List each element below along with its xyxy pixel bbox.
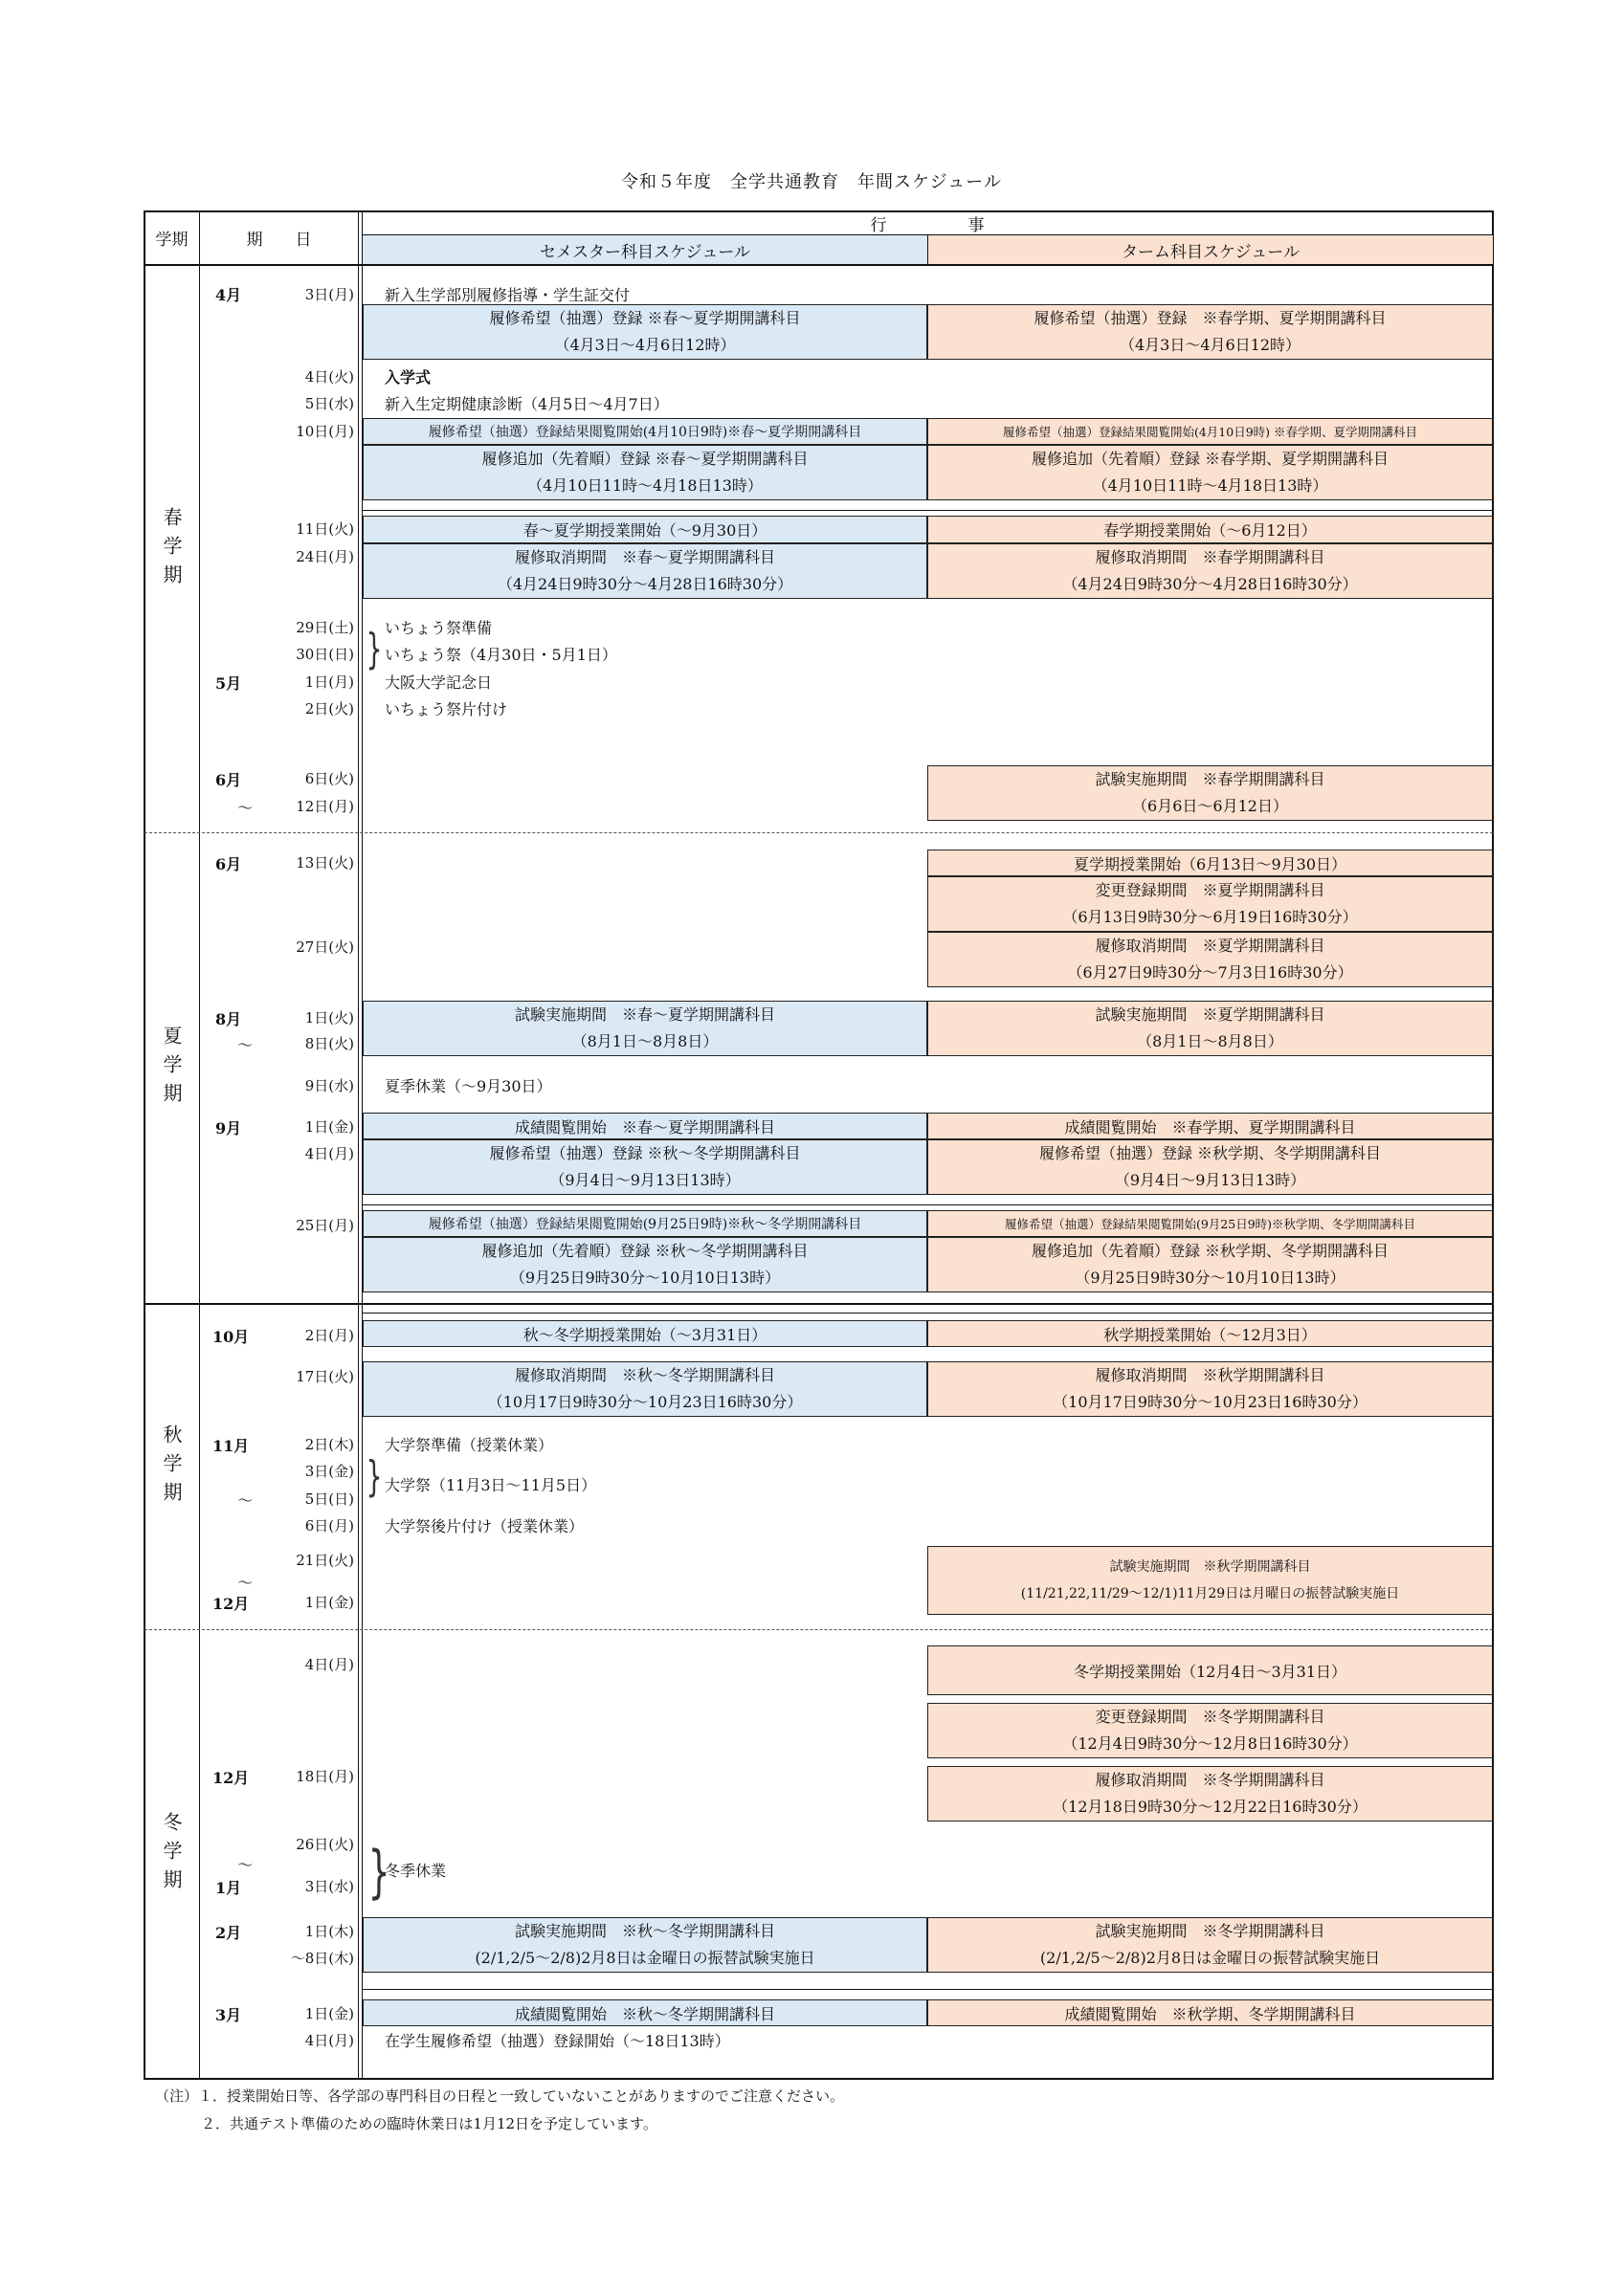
term-label-summer: 夏学期 [160,1025,183,1112]
semester-event [363,543,927,599]
event-text: 新入生定期健康診断（4月5日～4月7日） [385,395,669,413]
semester-event [363,1237,927,1292]
range-tilde: ～ [237,1856,254,1874]
footnote: ２．共通テスト準備のための臨時休業日は1月12日を予定しています。 [201,2115,657,2132]
term-event [927,1703,1493,1758]
event-line: 変更登録期間 ※冬学期開講科目 [1095,1708,1325,1726]
event-line: 試験実施期間 ※秋学期開講科目 [1109,1559,1311,1575]
term-event [927,1645,1493,1695]
event-text: 大阪大学記念日 [385,673,493,692]
event-line: （8月1日～8月8日） [1137,1032,1283,1050]
event-line: (11/21,22,11/29～12/1)11月29日は月曜日の振替試験実施日 [1020,1586,1400,1601]
day-label: 3日(金) [304,1463,354,1480]
term-event [927,418,1493,445]
day-label: 13日(火) [296,854,354,872]
term-event [927,850,1493,876]
row-divider [363,1204,1493,1205]
event-line: 試験実施期間 ※春学期開講科目 [1095,770,1325,788]
term-divider-summer-autumn [145,1303,1493,1305]
semester-event [363,1139,927,1195]
event-line: （4月10日11時～4月18日13時） [1092,476,1328,495]
day-label: ～8日(木) [290,1950,354,1967]
term-event [927,765,1493,821]
event-line: (2/1,2/5～2/8)2月8日は金曜日の振替試験実施日 [475,1949,815,1967]
day-label: 8日(火) [304,1035,354,1052]
semester-event [363,1113,927,1139]
event-line: 履修取消期間 ※秋～冬学期開講科目 [514,1366,775,1384]
event-line: （12月4日9時30分～12月8日16時30分） [1062,1734,1358,1753]
term-event [927,1237,1493,1292]
event-line: 試験実施期間 ※夏学期開講科目 [1095,1005,1325,1024]
semester-event [363,1320,927,1347]
event-text: 大学祭後片付け（授業休業） [385,1517,585,1535]
range-tilde: ～ [237,1036,254,1054]
event-line: 履修追加（先着順）登録 ※秋学期、冬学期開講科目 [1031,1242,1390,1260]
term-label-winter: 冬学期 [160,1812,183,1898]
day-label: 2日(木) [304,1436,354,1453]
event-line: （9月4日～9月13日13時） [549,1171,741,1189]
event-line: （10月17日9時30分～10月23日16時30分） [487,1393,803,1411]
day-label: 1日(月) [304,673,354,691]
event-line: 試験実施期間 ※冬学期開講科目 [1095,1922,1325,1940]
day-label: 12日(月) [296,798,354,815]
event-line: （10月17日9時30分～10月23日16時30分） [1053,1393,1367,1411]
event-line: 秋～冬学期授業開始（～3月31日） [522,1325,767,1344]
term-column-header: 学期 [155,231,189,250]
month-label: 3月 [215,2006,242,2024]
event-text: 新入生学部別履修指導・学生証交付 [385,286,631,304]
events-column-header: 行 事 [870,215,985,235]
event-line: （6月6日～6月12日） [1132,797,1288,815]
semester-event [363,445,927,500]
term-event [927,1999,1493,2026]
range-tilde: ～ [237,1574,254,1592]
range-tilde: ～ [237,799,254,817]
footnote: （注）１．授業開始日等、各学部の専門科目の日程と一致していないことがありますのでご注意ください。 [155,2087,845,2105]
event-line: 履修追加（先着順）登録 ※春～夏学期開講科目 [481,450,809,468]
day-label: 9日(水) [304,1077,354,1094]
event-line: 履修取消期間 ※冬学期開講科目 [1095,1771,1325,1789]
day-label: 11日(火) [296,520,354,538]
day-label: 3日(水) [304,1878,354,1895]
event-text: いちょう祭準備 [385,619,493,637]
term-event [927,1139,1493,1195]
term-event [927,516,1493,543]
term-event [927,1210,1493,1237]
event-line: （12月18日9時30分～12月22日16時30分） [1053,1798,1367,1816]
event-line: 履修追加（先着順）登録 ※秋～冬学期開講科目 [481,1242,809,1260]
month-label: 2月 [215,1924,242,1942]
event-text: 在学生履修希望（抽選）登録開始（～18日13時） [385,2032,730,2050]
event-line: 成績閲覧開始 ※秋学期、冬学期開講科目 [1064,2004,1356,2023]
month-label: 8月 [215,1010,242,1028]
event-text: 大学祭（11月3日～11月5日） [385,1476,597,1494]
semester-event [363,1001,927,1056]
day-label: 6日(火) [304,770,354,787]
term-event [927,1546,1493,1615]
month-label: 11月 [212,1437,250,1455]
term-event [927,876,1493,932]
term-event [927,1917,1493,1973]
day-label: 2日(火) [304,700,354,718]
day-label: 5日(日) [304,1490,354,1508]
event-line: 履修希望（抽選）登録結果閲覧開始(4月10日9時)※春～夏学期開講科目 [428,425,862,440]
month-label: 6月 [215,855,242,873]
term-label-spring: 春学期 [160,507,183,593]
event-line: 履修希望（抽選）登録 ※春～夏学期開講科目 [489,309,801,327]
event-text: いちょう祭（4月30日・5月1日） [385,646,617,664]
header-bottom-line [144,264,1494,266]
day-label: 21日(火) [296,1552,354,1569]
day-label: 4日(月) [304,2032,354,2049]
event-line: 履修取消期間 ※春学期開講科目 [1095,548,1325,566]
term-event [927,932,1493,987]
event-line: 夏学期授業開始（6月13日～9月30日） [1073,854,1347,873]
event-line: 春学期授業開始（～6月12日） [1103,521,1317,540]
event-line: （6月27日9時30分～7月3日16時30分） [1067,963,1353,982]
day-label: 4日(月) [304,1656,354,1673]
term-column-divider [199,210,200,2080]
day-label: 1日(火) [304,1009,354,1027]
page-title: 令和５年度 全学共通教育 年間スケジュール [621,172,1002,192]
term-event [927,304,1493,360]
event-line: 試験実施期間 ※春～夏学期開講科目 [514,1005,775,1024]
event-line: （9月4日～9月13日13時） [1114,1171,1306,1189]
event-line: （6月13日9時30分～6月19日16時30分） [1062,908,1358,926]
term-event [927,543,1493,599]
brace-icon: } [366,625,383,673]
term-event [927,1361,1493,1417]
event-line: 履修希望（抽選）登録 ※秋～冬学期開講科目 [489,1144,801,1162]
day-label: 2日(月) [304,1327,354,1344]
event-text: 冬季休業 [385,1862,447,1880]
month-label: 5月 [215,674,242,693]
event-line: 成績閲覧開始 ※春学期、夏学期開講科目 [1064,1117,1356,1137]
day-label: 1日(金) [304,2005,354,2022]
month-label: 12月 [212,1769,250,1787]
event-line: 秋学期授業開始（～12月3日） [1103,1325,1317,1344]
semester-event [363,516,927,543]
day-label: 25日(月) [296,1217,354,1234]
event-line: 変更登録期間 ※夏学期開講科目 [1095,881,1325,899]
brace-icon: } [366,1452,383,1501]
day-label: 27日(火) [296,938,354,956]
month-label: 10月 [212,1328,250,1346]
month-label: 9月 [215,1119,242,1137]
day-label: 1日(金) [304,1118,354,1136]
day-label: 24日(月) [296,548,354,565]
event-line: 履修希望（抽選）登録結果閲覧開始(9月25日9時)※秋～冬学期開講科目 [428,1217,862,1232]
event-line: 試験実施期間 ※秋～冬学期開講科目 [514,1922,775,1940]
date-column-divider [358,210,359,2080]
event-line: 成績閲覧開始 ※秋～冬学期開講科目 [514,2004,775,2023]
term-label-autumn: 秋学期 [160,1424,183,1511]
event-line: 履修取消期間 ※夏学期開講科目 [1095,937,1325,955]
day-label: 18日(月) [296,1768,354,1785]
event-text: 夏季休業（～9月30日） [385,1077,552,1095]
event-line: (2/1,2/5～2/8)2月8日は金曜日の振替試験実施日 [1039,1949,1381,1967]
day-label: 6日(月) [304,1517,354,1534]
event-line: 春～夏学期授業開始（～9月30日） [522,521,767,540]
event-text: 入学式 [385,368,432,386]
day-label: 3日(月) [304,286,354,303]
event-line: （4月3日～4月6日12時） [1119,336,1301,354]
semester-event [363,1210,927,1237]
term-event [927,1320,1493,1347]
event-line: （8月1日～8月8日） [571,1032,719,1050]
event-text: 大学祭準備（授業休業） [385,1436,554,1454]
event-line: （9月25日9時30分～10月10日13時） [509,1269,781,1287]
semester-event [363,418,927,445]
event-line: 冬学期授業開始（12月4日～3月31日） [1073,1662,1347,1681]
term-divider-autumn-winter [145,1629,1493,1630]
event-line: （4月10日11時～4月18日13時） [527,476,763,495]
day-label: 1日(金) [304,1594,354,1611]
row-divider [363,1989,1493,1990]
event-line: （4月3日～4月6日12時） [554,336,736,354]
month-label: 1月 [215,1879,242,1897]
event-line: （9月25日9時30分～10月10日13時） [1075,1269,1345,1287]
month-label: 6月 [215,771,242,789]
month-label: 4月 [215,286,242,304]
semester-event [363,304,927,360]
semester-event [363,1917,927,1973]
event-line: 履修希望（抽選）登録結果閲覧開始(4月10日9時) ※春学期、夏学期開講科目 [1002,425,1418,439]
event-line: （4月24日9時30分～4月28日16時30分） [1062,575,1358,593]
semester-event [363,1361,927,1417]
semester-event [363,1999,927,2026]
event-text: いちょう祭片付け [385,700,508,718]
range-tilde: ～ [237,1491,254,1510]
day-label: 1日(木) [304,1923,354,1940]
term-divider-summer-autumn-2 [362,1313,1493,1314]
event-line: 履修希望（抽選）登録結果閲覧開始(9月25日9時)※秋学期、冬学期開講科目 [1004,1217,1416,1231]
event-line: 履修希望（抽選）登録 ※秋学期、冬学期開講科目 [1038,1144,1382,1162]
term-schedule-header: ターム科目スケジュール [1122,242,1300,262]
day-label: 10日(月) [296,423,354,440]
day-label: 29日(土) [296,619,354,636]
semester-schedule-header: セメスター科目スケジュール [540,242,750,262]
day-label: 4日(火) [304,368,354,386]
term-divider-spring-summer [145,832,1493,833]
event-line: 履修希望（抽選）登録 ※春学期、夏学期開講科目 [1034,309,1387,327]
event-line: 履修追加（先着順）登録 ※春学期、夏学期開講科目 [1031,450,1390,468]
term-event [927,1001,1493,1056]
term-event [927,1113,1493,1139]
day-label: 4日(月) [304,1145,354,1162]
day-label: 17日(火) [296,1368,354,1385]
row-divider [363,510,1493,511]
day-label: 26日(火) [296,1836,354,1853]
event-line: 成績閲覧開始 ※春～夏学期開講科目 [514,1117,775,1137]
term-event [927,445,1493,500]
event-line: 履修取消期間 ※秋学期開講科目 [1095,1366,1325,1384]
term-event [927,1766,1493,1821]
event-line: 履修取消期間 ※春～夏学期開講科目 [514,548,775,566]
event-line: （4月24日9時30分～4月28日16時30分） [497,575,793,593]
day-label: 30日(日) [296,646,354,663]
day-label: 5日(水) [304,395,354,412]
date-column-header: 期 日 [246,231,312,250]
month-label: 12月 [212,1595,250,1613]
brace-icon: } [367,1839,390,1906]
